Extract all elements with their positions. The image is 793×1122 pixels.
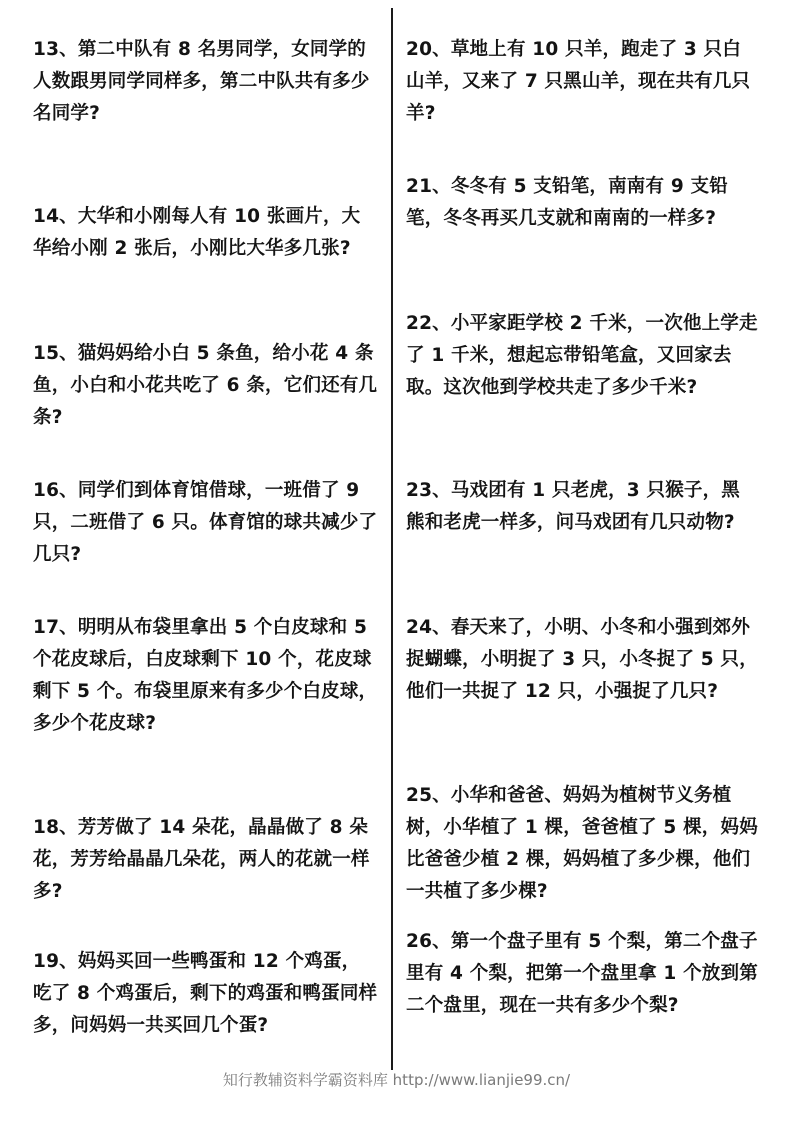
question-23: 23、马戏团有 1 只老虎，3 只猴子，黑熊和老虎一样多，问马戏团有几只动物? (406, 480, 741, 533)
question-21: 21、冬冬有 5 支铅笔，南南有 9 支铅笔，冬冬再买几支就和南南的一样多? (406, 176, 728, 229)
question-13: 13、第二中队有 8 名男同学，女同学的人数跟男同学同样多，第二中队共有多少名同学? (33, 39, 370, 124)
question-24: 24、春天来了，小明、小冬和小强到郊外捉蝴蝶，小明捉了 3 只，小冬捉了 5 只，他们一共捉了 12 只，小强捉了几只? (406, 617, 758, 702)
question-15: 15、猫妈妈给小白 5 条鱼，给小花 4 条鱼，小白和小花共吃了 6 条，它们还有几条? (33, 343, 378, 428)
question-16: 16、同学们到体育馆借球，一班借了 9 只，二班借了 6 只。体育馆的球共减少了几只? (33, 480, 378, 565)
question-25: 25、小华和爸爸、妈妈为植树节义务植树，小华植了 1 棵，爸爸植了 5 棵，妈妈比爸爸少植 2 棵，妈妈植了多少棵，他们一共植了多少棵? (406, 785, 758, 902)
question-20: 20、草地上有 10 只羊，跑走了 3 只白山羊，又来了 7 只黑山羊，现在共有几只羊? (406, 39, 751, 124)
question-19: 19、妈妈买回一些鸭蛋和 12 个鸡蛋，吃了 8 个鸡蛋后，剩下的鸡蛋和鸭蛋同样多，问妈妈一共买回几个蛋? (33, 951, 378, 1036)
question-14: 14、大华和小刚每人有 10 张画片，大华给小刚 2 张后，小刚比大华多几张? (33, 206, 361, 259)
column-divider (391, 8, 393, 1070)
question-18: 18、芳芳做了 14 朵花，晶晶做了 8 朵花，芳芳给晶晶几朵花，两人的花就一样多? (33, 817, 370, 902)
question-17: 17、明明从布袋里拿出 5 个白皮球和 5 个花皮球后，白皮球剩下 10 个，花皮球剩下 5 个。布袋里原来有多少个白皮球，多少个花皮球? (33, 617, 378, 734)
footer-watermark: 知行教辅资料学霸资料库 http://www.lianjie99.cn/ (222, 1071, 571, 1089)
question-26: 26、第一个盘子里有 5 个梨，第二个盘子里有 4 个梨，把第一个盘里拿 1 个放到第二个盘里，现在一共有多少个梨? (406, 931, 758, 1016)
question-22: 22、小平家距学校 2 千米，一次他上学走了 1 千米，想起忘带铅笔盒，又回家去取。这次他到学校共走了多少千米? (406, 313, 758, 398)
